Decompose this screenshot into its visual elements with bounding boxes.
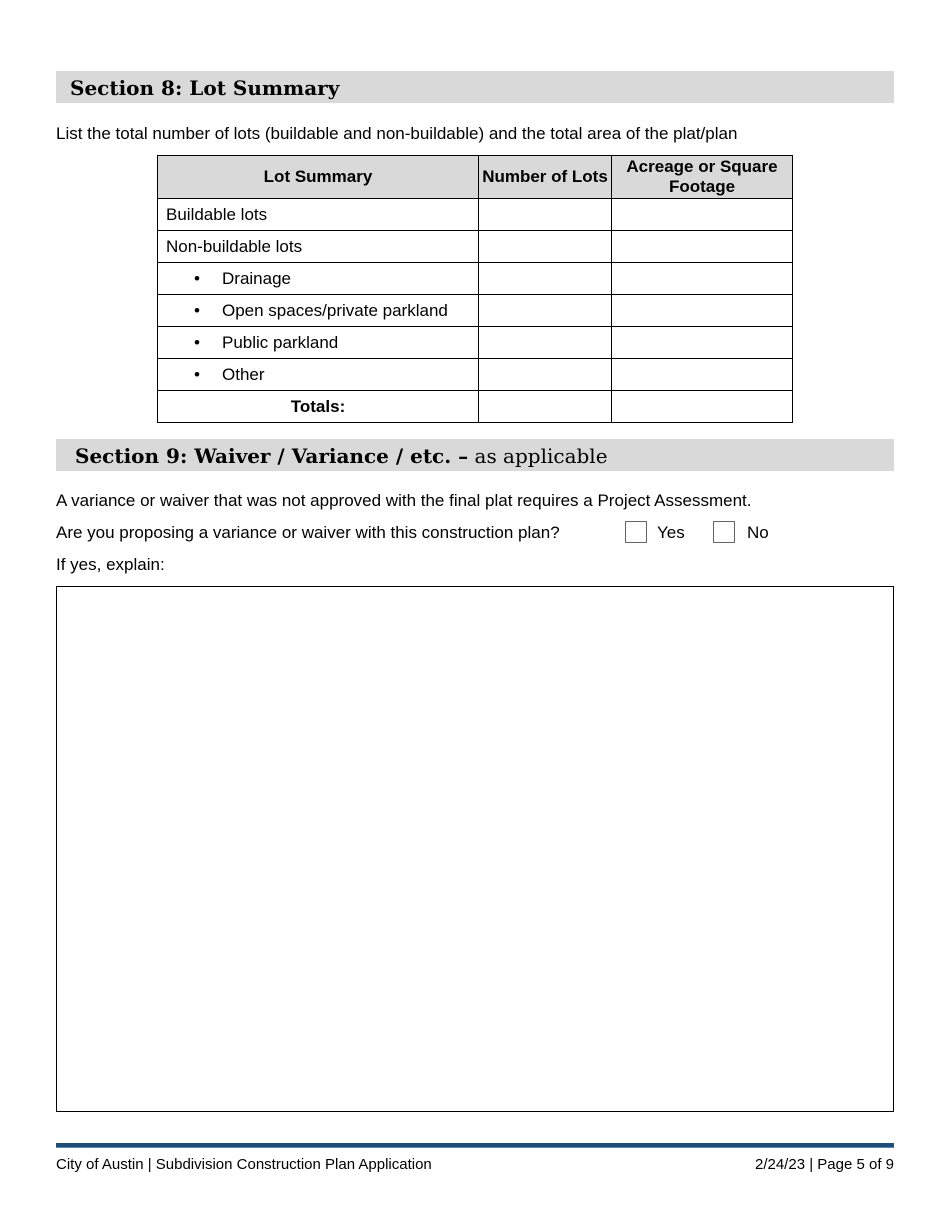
buildable-lots-acreage-field[interactable] <box>612 199 793 231</box>
totals-acreage-field[interactable] <box>612 391 793 423</box>
section-8-title: Section 8: Lot Summary <box>70 76 340 100</box>
open-spaces-acreage-field[interactable] <box>612 295 793 327</box>
variance-question: Are you proposing a variance or waiver with this construction plan? <box>56 523 560 542</box>
bullet-icon: • <box>194 332 200 352</box>
row-label-non-buildable: Non-buildable lots <box>158 231 479 263</box>
drainage-acreage-field[interactable] <box>612 263 793 295</box>
drainage-count-field[interactable] <box>479 263 612 295</box>
section-9-subtitle: as applicable <box>468 444 608 468</box>
row-text: Other <box>222 364 265 384</box>
table-row <box>158 327 793 359</box>
row-label-public-parkland <box>158 327 479 359</box>
table-row <box>158 295 793 327</box>
table-row <box>158 199 793 231</box>
bullet-icon: • <box>194 364 200 384</box>
no-label: No <box>747 523 769 542</box>
header-lot-summary: Lot Summary <box>158 156 479 199</box>
variance-note: A variance or waiver that was not approved with the final plat requires a Project Assessment. <box>56 491 752 510</box>
row-text: Public parkland <box>222 332 339 352</box>
table-row <box>158 231 793 263</box>
non-buildable-lots-count-field[interactable] <box>479 231 612 263</box>
explain-label: If yes, explain: <box>56 555 165 574</box>
section-9-header <box>56 439 894 471</box>
explain-textarea[interactable] <box>56 586 894 1112</box>
section-8-instruction: List the total number of lots (buildable and non-buildable) and the total area of the plat/plan <box>56 124 738 143</box>
open-spaces-count-field[interactable] <box>479 295 612 327</box>
table-row <box>158 263 793 295</box>
table-header-row <box>158 156 793 199</box>
other-acreage-field[interactable] <box>612 359 793 391</box>
row-label-other <box>158 359 479 391</box>
row-label-drainage <box>158 263 479 295</box>
row-text: Drainage <box>222 268 291 288</box>
row-label-buildable: Buildable lots <box>158 199 479 231</box>
section-9-title: Section 9: Waiver / Variance / etc. – <box>75 444 469 468</box>
totals-count-field[interactable] <box>479 391 612 423</box>
footer-page-info: 2/24/23 | Page 5 of 9 <box>754 1156 894 1173</box>
header-number-of-lots: Number of Lots <box>479 156 612 199</box>
footer-rule-accent <box>56 1147 894 1148</box>
buildable-lots-count-field[interactable] <box>479 199 612 231</box>
totals-row <box>158 391 793 423</box>
bullet-icon: • <box>194 300 200 320</box>
row-text: Open spaces/private parkland <box>222 300 448 320</box>
non-buildable-lots-acreage-field[interactable] <box>612 231 793 263</box>
lot-summary-table <box>157 155 793 423</box>
row-label-open-spaces <box>158 295 479 327</box>
section-8-header <box>56 71 894 103</box>
public-parkland-count-field[interactable] <box>479 327 612 359</box>
bullet-icon: • <box>194 268 200 288</box>
footer-left-text: City of Austin | Subdivision Construction Plan Application <box>56 1156 432 1173</box>
totals-label: Totals: <box>158 391 479 423</box>
header-acreage: Acreage or Square Footage <box>612 156 793 199</box>
public-parkland-acreage-field[interactable] <box>612 327 793 359</box>
other-count-field[interactable] <box>479 359 612 391</box>
table-row <box>158 359 793 391</box>
yes-label: Yes <box>657 523 685 542</box>
no-checkbox[interactable] <box>713 521 735 543</box>
yes-checkbox[interactable] <box>625 521 647 543</box>
